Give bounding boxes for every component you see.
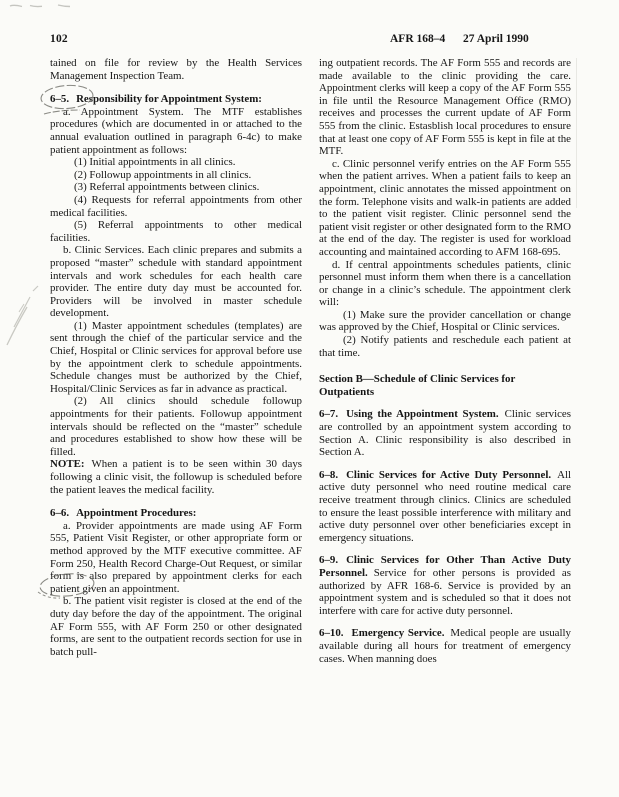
- list-item-2: (2) Followup appointments in all clinics.: [74, 168, 252, 181]
- section-6-10: [319, 627, 571, 665]
- heading-6-5-number: 6–5.: [50, 93, 70, 106]
- paragraph-6-5b-2: (2) All clinics should schedule followup appointments for their patients. Followup appointment intervals should be reflected on the “master” schedule and procedures established to show how these will be filled.: [50, 395, 302, 458]
- section-6-7-title: Using the Appointment System.: [346, 408, 499, 421]
- paragraph-continuation: tained on file for review by the Health Services Management Inspection Team.: [50, 57, 302, 82]
- paragraph-6-6d-2: (2) Notify patients and reschedule each patient at that time.: [319, 334, 571, 359]
- section-6-7-number: 6–7.: [319, 408, 339, 421]
- paragraph-6-6d: d. If central appointments schedules patients, clinic personnel must inform them when there is a cancellation or change in a clinic’s schedule. The appointment clerk will:: [319, 258, 571, 309]
- section-b-heading: Section B—Schedule of Clinic Services for Outpatients: [319, 373, 516, 398]
- margin-pencil-scribbles: [7, 286, 38, 345]
- section-6-8: [319, 469, 571, 545]
- section-6-10-number: 6–10.: [319, 627, 344, 640]
- section-6-7-text: Clinic services are controlled by an appointment system according to Section A. Clinic responsibility is also described in Section A.: [319, 408, 572, 459]
- section-6-9: [319, 554, 571, 617]
- paragraph-6-6c: c. Clinic personnel verify entries on the AF Form 555 when the patient arrives. When a patient fails to keep an appointment, clinic annotates the missed appointment on the form. Telephone visits and walk-in patients are added to the patient visit register. Clinic personnel send the patient visit register or other designated form to the RMO at the end of the day. The register is used for workload accounting and maintained according to AFM 168-695.: [319, 157, 571, 258]
- paragraph-6-6d-1: (1) Make sure the provider cancellation or change was approved by the Chief, Hospital or Clinic services.: [319, 308, 571, 334]
- section-6-8-number: 6–8.: [319, 468, 339, 481]
- section-6-7: [319, 408, 571, 458]
- list-item-1: (1) Initial appointments in all clinics.: [74, 156, 236, 169]
- heading-6-5-title: Responsibility for Appointment System:: [76, 93, 262, 106]
- top-edge-pencil-marks: [10, 5, 70, 7]
- section-6-10-title: Emergency Service.: [351, 627, 445, 640]
- heading-6-5: [50, 93, 302, 106]
- section-6-9-text: Service for other persons is provided as authorized by AFR 168-6. Service is provided by an appointment system and is scheduled so that it does not interfere with care for active duty personnel.: [319, 566, 571, 617]
- scan-artifact-line: [576, 58, 577, 208]
- list-item-5: (5) Referral appointments to other medical facilities.: [50, 219, 302, 244]
- right-column: [319, 57, 571, 665]
- section-6-8-title: Clinic Services for Active Duty Personnel.: [346, 468, 552, 481]
- paragraph-6-5a: a. Appointment System. The MTF establishes procedures (which are documented in or attached to the annual evaluation outlined in paragraph 6-4c) to make patient appointment as follows:: [50, 105, 302, 156]
- heading-6-6: [50, 507, 302, 520]
- heading-6-6-number: 6–6.: [50, 507, 70, 520]
- list-item-4: (4) Requests for referral appointments from other medical facilities.: [50, 193, 302, 219]
- paragraph-6-6b: b. The patient visit register is closed at the end of the duty day before the day of the appointment. The original AF Form 555, with AF Form 250 or other designated forms, are sent to the outpatient records section for use in batch pull-: [50, 595, 302, 658]
- paragraph-6-6a: a. Provider appointments are made using AF Form 555, Patient Visit Register, or other appropriate form or method approved by the MTF executive committee. AF Form 250, Health Record Charge-Out Request, or similar form is also prepared by appointment clerks for each patient given an appointment.: [50, 519, 302, 595]
- section-6-10-text: Medical people are usually available during all hours for treatment of emergency cases. When manning does: [319, 627, 571, 665]
- section-6-8-text: All active duty personnel who need routine medical care receive treatment through clinics. Clinics are scheduled to ensure the least possible interference with military and active duty personnel over other beneficiaries except in emergency situations.: [319, 468, 571, 544]
- header-date: 27 April 1990: [463, 33, 529, 45]
- list-item-3: (3) Referral appointments between clinics.: [74, 181, 260, 194]
- left-column: [50, 57, 302, 658]
- paragraph-continuation-right: ing outpatient records. The AF Form 555 and records are made available to the clinic providing the care. Appointment clerks will keep a copy of the AF Form 555 in file until the Resource Management Office (RMO) receives and processes the current update of AF Form 555 from the clinic. Estasblish local procedures to ensure that at least one copy of AF Form 555 is kept in file at the MTF.: [319, 57, 571, 158]
- heading-6-6-title: Appointment Procedures:: [76, 507, 197, 520]
- note-paragraph: [50, 458, 302, 496]
- header-doc-number: AFR 168–4: [390, 33, 446, 45]
- note-text: When a patient is to be seen within 30 days following a clinic visit, the followup is scheduled before the patient leaves the medical facility.: [50, 458, 302, 496]
- section-6-9-number: 6–9.: [319, 554, 339, 567]
- paragraph-6-5b: b. Clinic Services. Each clinic prepares and submits a proposed “master” schedule with standard appointment intervals and work schedules for each health care provider. The entire duty day must be accounted for. Providers will be involved in master schedule development.: [50, 244, 302, 320]
- page-number: 102: [50, 33, 68, 45]
- paragraph-6-5b-1: (1) Master appointment schedules (templates) are sent through the chief of the particular service and the Chief, Hospital or Clinic services for approval before use by the appointment clerk to schedule appointments. Schedule changes must be authorized by the Chief, Hospital/Clinic Services as far in advance as practical.: [50, 319, 302, 395]
- note-label: NOTE:: [50, 458, 85, 471]
- section-6-9-title: Clinic Services for Other Than Active Duty Personnel.: [319, 554, 571, 579]
